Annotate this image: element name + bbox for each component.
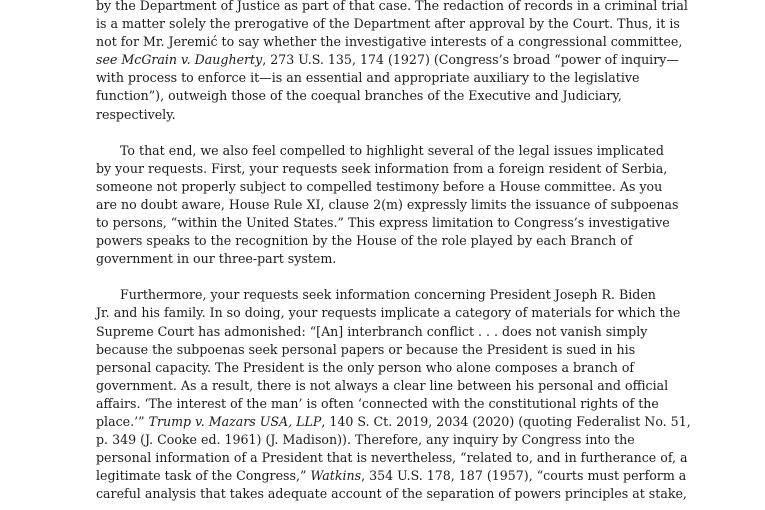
text-line: is a matter solely the prerogative of the Department after approval by the Court. Thus, it is — [96, 16, 680, 32]
case-citation: see McGrain v. Daugherty — [96, 52, 263, 68]
citation-text: , 354 U.S. 178, 187 (1957), “courts must perform a — [361, 468, 687, 484]
case-citation: Trump v. Mazars USA, LLP — [148, 413, 322, 429]
text-line: are no doubt aware, House Rule XI, clause 2(m) expressly limits the issuance of subpoenas — [96, 196, 679, 212]
text-line: powers speaks to the recognition by the House of the role played by each Branch of — [96, 233, 633, 249]
text-line: affairs. ‘The interest of the man’ is often ‘connected with the constitutional rights of the — [96, 395, 659, 411]
text-line: because the subpoenas seek personal papers or because the President is sued in his — [96, 341, 636, 357]
quote-end-text: place.’” — [96, 413, 149, 429]
text-line: with process to enforce it—is an essential and appropriate auxiliary to the legislative — [96, 70, 640, 86]
text-line: not for Mr. Jeremić to say whether the investigative interests of a congressional committee, — [96, 34, 683, 50]
text-line: by the Department of Justice as part of that case. The redaction of records in a criminal trial — [96, 0, 688, 13]
document-body — [96, 0, 696, 510]
text-line: by your requests. First, your requests seek information from a foreign resident of Serbia, — [96, 160, 668, 176]
text-line: p. 349 (J. Cooke ed. 1961) (J. Madison)). Therefore, any inquiry by Congress into the — [96, 432, 635, 448]
text-line: personal information of a President that is nevertheless, “related to, and in furtherance of, a — [96, 450, 688, 466]
text-line: government in our three-part system. — [96, 251, 337, 267]
text-line: to persons, “within the United States.” This express limitation to Congress’s investigative — [96, 215, 670, 231]
paragraph-2 — [96, 142, 696, 269]
text-line: Jr. and his family. In so doing, your requests implicate a category of materials for which the — [96, 305, 681, 321]
citation-text: , 140 S. Ct. 2019, 2034 (2020) (quoting Federalist No. 51, — [321, 413, 691, 429]
quote-text: legitimate task of the Congress,” — [96, 468, 311, 484]
text-line: Supreme Court has admonished: “[An] interbranch conflict . . . does not vanish simply — [96, 323, 648, 339]
case-citation: Watkins — [310, 468, 362, 484]
text-line: someone not properly subject to compelled testimony before a House committee. As you — [96, 178, 663, 194]
text-line — [96, 413, 696, 431]
paragraph-1 — [96, 0, 696, 124]
text-line: To that end, we also feel compelled to highlight several of the legal issues implicated — [120, 142, 664, 158]
text-line: personal capacity. The President is the only person who alone composes a branch of — [96, 359, 635, 375]
text-line — [96, 467, 696, 485]
paragraph-3 — [96, 286, 696, 503]
text-line: careful analysis that takes adequate account of the separation of powers principles at stake, — [96, 486, 687, 502]
text-line: respectively. — [96, 106, 176, 122]
text-line: function”), outweigh those of the coequal branches of the Executive and Judiciary, — [96, 88, 622, 104]
text-line — [96, 51, 696, 69]
text-line: Furthermore, your requests seek information concerning President Joseph R. Biden — [120, 287, 656, 303]
citation-text: , 273 U.S. 135, 174 (1927) (Congress’s broad “power of inquiry— — [262, 52, 679, 68]
text-line: government. As a result, there is not always a clear line between his personal and official — [96, 377, 669, 393]
